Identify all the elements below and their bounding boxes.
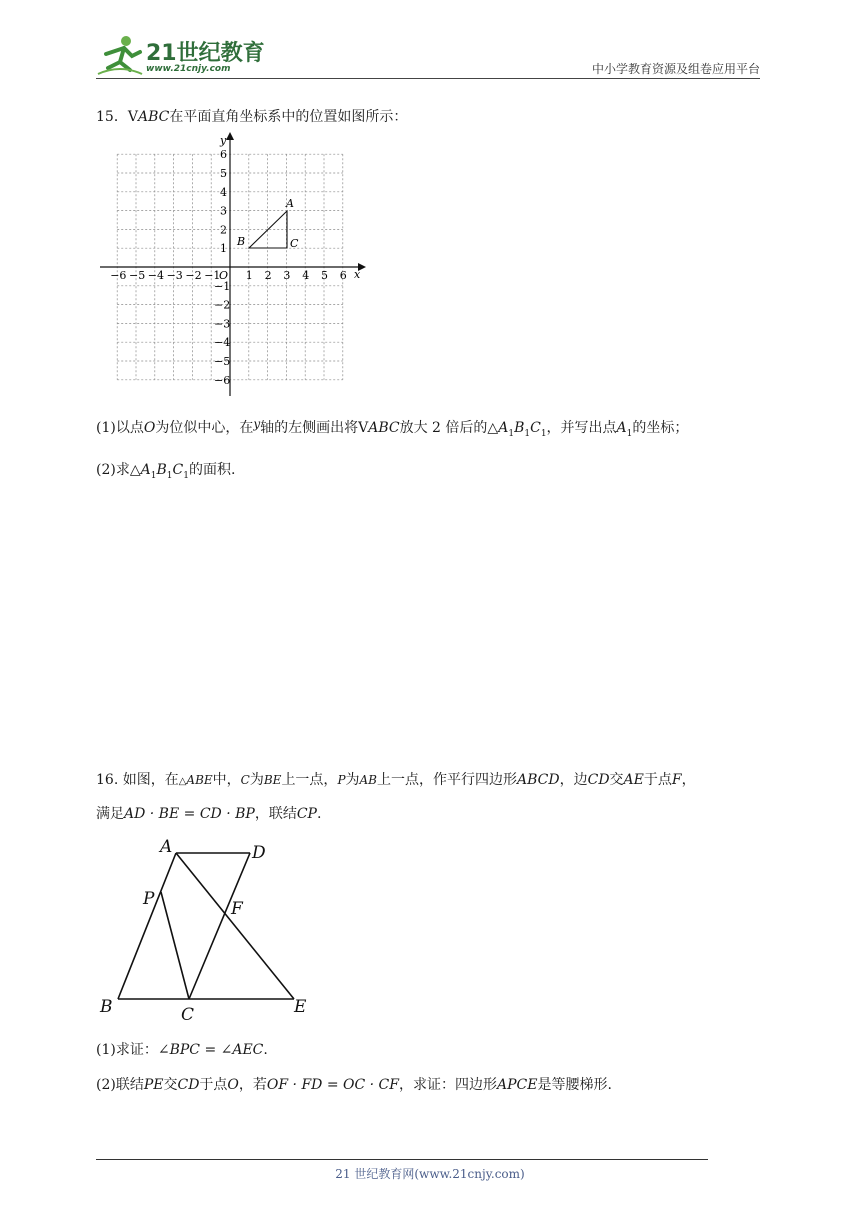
q16-line1 (96, 770, 696, 792)
point-c-label: C (290, 237, 299, 250)
q15-p1-sub-1d: 1 (626, 428, 633, 439)
q15-p1-sub-1a: 1 (508, 428, 515, 439)
q15-p2-triangle-symbol: △ (129, 462, 141, 478)
q15-p1-var-y: y (253, 417, 261, 431)
q16-part2 (96, 1075, 612, 1095)
q15-p1-sub-1b: 1 (524, 428, 531, 439)
label-d: D (252, 843, 266, 863)
q16-l2-a: 满足 (96, 806, 124, 822)
q15-p2-sub-a: 1 (150, 470, 157, 481)
footer-divider (96, 1159, 708, 1160)
y-tick-label: 2 (220, 223, 227, 237)
x-tick-label: −3 (166, 269, 183, 282)
q16-l1-j: 为 (345, 772, 360, 788)
segment-ae (176, 853, 294, 999)
q16-p2-g: ，若 (238, 1077, 267, 1093)
platform-name: 中小学教育资源及组卷应用平台 (591, 62, 760, 76)
x-tick-label: 3 (283, 269, 291, 282)
q16-l1-c: C (240, 773, 250, 787)
figure-lines (118, 853, 294, 999)
q15-p2-var-b: B (156, 462, 167, 478)
q15-p1-sub-1c: 1 (540, 428, 547, 439)
y-tick-label: 1 (220, 242, 227, 256)
segment-pc (161, 892, 189, 999)
q16-p2-pe: PE (143, 1077, 164, 1093)
x-tick-label: −5 (129, 269, 146, 282)
segment-dc (189, 853, 250, 999)
q15-p2-text-a: (2)求 (96, 462, 130, 478)
q16-p1-c: . (263, 1042, 268, 1058)
q15-p1-var-o: O (143, 420, 156, 436)
label-f: F (231, 899, 243, 919)
q16-l1-t: ， (681, 772, 696, 788)
q16-l2-c: ，联结 (254, 806, 297, 822)
q16-l1-r: 于点 (643, 772, 672, 788)
q15-part2 (96, 460, 235, 486)
q16-p2-e: 于点 (199, 1077, 228, 1093)
y-tick-label: 5 (220, 167, 227, 180)
y-tick-label: −1 (214, 279, 231, 293)
x-tick-label: 6 (339, 269, 347, 282)
label-c: C (181, 1005, 195, 1024)
page-header (96, 30, 760, 80)
x-tick-label: 4 (302, 269, 310, 282)
x-tick-label: 1 (245, 269, 253, 282)
q15-p2-var-a: A (140, 462, 151, 478)
label-p: P (143, 889, 155, 909)
y-tick-label: 6 (220, 148, 227, 162)
x-tick-label: −1 (204, 269, 221, 282)
q16-geometry-figure (96, 834, 320, 1024)
q16-p2-a: (2)联结 (96, 1077, 144, 1093)
q15-number: 15． (96, 109, 128, 125)
runner-logo-icon (96, 34, 144, 78)
segment-ab (118, 853, 176, 999)
q16-l2-equation: AD · BE = CD · BP (124, 806, 255, 822)
origin-label: O (219, 269, 229, 282)
q16-l1-l: 上一点，作平行四边形 (377, 772, 517, 788)
q15-p1-triangle-symbol: △ (487, 420, 499, 436)
y-tick-label: 3 (220, 204, 227, 218)
y-tick-label: −6 (214, 373, 231, 387)
q16-p2-o: O (227, 1077, 239, 1093)
label-b: B (100, 997, 113, 1017)
q16-line2 (96, 804, 321, 824)
x-tick-label: −6 (110, 269, 127, 282)
y-tick-label: −3 (214, 317, 231, 331)
q16-l1-d: 中， (212, 772, 241, 788)
q16-l1-p: P (337, 773, 346, 787)
q16-l1-f-point: F (671, 772, 682, 788)
q16-l1-be: BE (263, 773, 282, 787)
x-tick-label: 5 (321, 269, 328, 282)
y-tick-label: −2 (214, 298, 231, 312)
q15-coordinate-grid (98, 130, 366, 398)
q15-p1-text-e: 轴的左侧画出将 (260, 420, 359, 436)
q16-p1-equation: ∠BPC = ∠AEC (157, 1042, 264, 1058)
q15-triangle-symbol: V (127, 109, 138, 125)
q16-l1-ae: AE (623, 772, 644, 788)
q16-l2-e: . (316, 806, 322, 822)
y-tick-label: 4 (220, 185, 227, 199)
x-tick-label: 2 (264, 269, 272, 282)
q16-l1-a: 16. 如图，在 (96, 772, 179, 788)
q16-p2-i: ，求证：四边形 (398, 1077, 497, 1093)
y-tick-label: −5 (214, 355, 231, 368)
q15-p1-var-b: B (514, 420, 525, 436)
q16-l1-p2: 交 (609, 772, 624, 788)
q16-p1-a: (1)求证： (96, 1042, 158, 1058)
x-tick-label: −4 (147, 269, 165, 282)
label-a: A (160, 837, 173, 857)
q15-p1-text-s: 的坐标； (632, 420, 689, 436)
x-tick-label: −2 (185, 269, 202, 282)
q15-p1-var-abc: ABC (368, 420, 400, 436)
site-logo (96, 34, 266, 78)
q16-l1-ab: AB (359, 773, 377, 787)
q15-p1-text-p: ，并写出点 (546, 420, 617, 436)
label-e: E (294, 997, 307, 1017)
q15-p1-text-h: 放大 2 倍后的 (399, 420, 488, 436)
q15-p2-var-c: C (172, 462, 184, 478)
logo-url: www.21cnjy.com (146, 64, 231, 74)
q16-part1 (96, 1040, 268, 1060)
q15-p1-var-a: A (498, 420, 509, 436)
q15-p1-text-c: 为位似中心，在 (155, 420, 254, 436)
q16-p2-c: 交 (163, 1077, 178, 1093)
q16-l1-abe: ABE (186, 773, 213, 787)
q15-p1-var-a1: A (616, 420, 627, 436)
logo-text: 21世纪教育 (146, 41, 265, 66)
x-axis-label: x (354, 268, 361, 281)
point-a-label: A (286, 197, 294, 210)
q15-intro (96, 107, 407, 127)
header-divider (96, 78, 760, 79)
y-axis-arrow-icon (226, 132, 234, 140)
q15-p2-sub-c: 1 (183, 470, 189, 481)
page-footer: 21 世纪教育网(www.21cnjy.com) (335, 1167, 525, 1181)
figure-labels (99, 837, 307, 1024)
q15-intro-text: 在平面直角坐标系中的位置如图所示： (169, 109, 408, 125)
q16-l1-triangle-symbol: △ (178, 776, 187, 787)
q16-p2-cd: CD (177, 1077, 200, 1093)
q16-l1-f: 为 (249, 772, 264, 788)
q16-p2-apce: APCE (496, 1077, 538, 1093)
y-tick-label: −4 (214, 336, 231, 350)
q15-triangle-name: ABC (137, 109, 170, 125)
point-b-label: B (237, 235, 246, 248)
q15-part1 (96, 414, 688, 444)
q15-p1-symbol-v: V (358, 420, 369, 436)
q16-l1-n: ，边 (559, 772, 588, 788)
y-axis-label: y (220, 134, 227, 147)
q16-l1-h: 上一点， (281, 772, 338, 788)
q15-p2-sub-b: 1 (166, 470, 173, 481)
q15-p1-var-c: C (530, 420, 541, 436)
q16-l2-cp: CP (296, 806, 317, 822)
q16-p2-k: 是等腰梯形. (537, 1077, 612, 1093)
q16-p2-equation: OF · FD = OC · CF (266, 1077, 399, 1093)
q16-l1-abcd: ABCD (517, 772, 560, 788)
q15-p2-text-i: 的面积. (188, 462, 236, 478)
q15-p1-text-a: (1)以点 (96, 420, 144, 436)
q16-l1-cd: CD (587, 772, 610, 788)
